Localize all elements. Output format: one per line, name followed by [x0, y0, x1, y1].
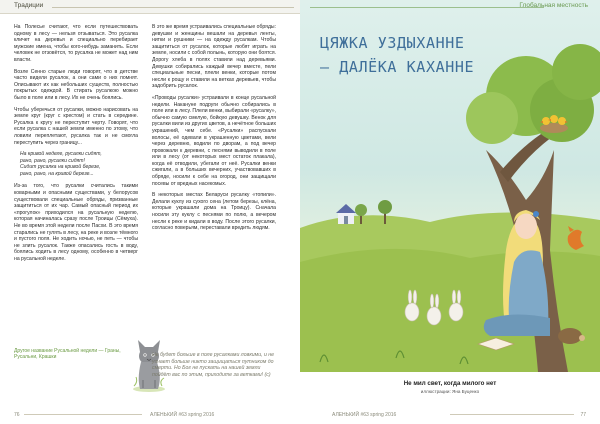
verse-line: На кривой неделе, русалки сидят,: [20, 151, 102, 158]
text-column-1: [14, 24, 138, 268]
verse-line: рано, рано, на кривой березе...: [20, 170, 94, 177]
header-rule: [310, 7, 544, 8]
tree-foliage: [466, 92, 518, 144]
paragraph: Чтобы уберечься от русалки, можно нарисовать на земле круг (круг с крестом) и стать в середине. Русалка к кругу не переступит черту. Говорят, что если русалка с нашей земли именно по этому, что ловили переплетают, русалка так и не смогла переступить через границу...: [14, 106, 138, 146]
article-title-line-1: ЦЯЖКА УЗДЫХАННЕ: [320, 34, 465, 52]
magazine-footer: АЛЕНЬКИЙ #63 spring 2016: [150, 412, 215, 418]
meadow-illustration: [300, 0, 600, 372]
paragraph: В некоторых местах Беларуси русалку «топили». Делали куклу из сухого сена (летом березы, клёна, которые украшали дома на Троицу). Сначала носили эту куклу с песнями по полю, а вечером несли к реке и кидали в воду. После этого русалки, согласно поверьям, переставали вредить людям.: [152, 192, 276, 232]
article-title-line-2: — ДАЛЁКА КАХАННЕ: [320, 58, 475, 76]
paragraph: На Полесье считают, что если путешествовать одному в лесу — нельзя отзываться. Это русалка кличет на деревья и специально перебирает мужские имена, чтобы кого-нибудь заманить. Если человек не отзовётся, то русалка не может над ним власти.: [14, 24, 138, 63]
text-column-2: [152, 24, 276, 237]
section-tag: Глобальная местность: [519, 2, 588, 9]
caption-title: Не мил свет, когда милого нет: [403, 380, 497, 387]
paragraph: В это же время устраивались специальные обряды: девушки и женщины вешали на деревья ленты, нитки и рушники — на одежду русалкам. Чтобы защититься от русалок, которые любят играть на земле, носили с собой полынь, которую они боятся. Дорогу хлеба в полях ставили над деревьями. Девушки собирались каждый вечер вместе, пели специальные песни, плели венки, которые потом несли к рощу и ставили на ветках деревьев, чтобы задобрить русалок.: [152, 24, 276, 90]
footer-rule: [24, 414, 142, 415]
footer-rule: [450, 414, 574, 415]
song-verse: [20, 151, 138, 177]
right-header: [300, 0, 600, 14]
verse-line: рано, рано, русалки сидят!: [20, 157, 85, 164]
sidebar-caption: Другое название Русальной недели — Граны, Русальни, Крашки: [14, 348, 121, 361]
left-header: [0, 0, 300, 14]
header-rule: [52, 7, 294, 8]
bird-nest: [540, 115, 568, 133]
paragraph: «Проводы русалки» устраивали в конце русальной недели. Накануне подруги обычно собирались в поле или в лесу. Плели венки, выбирали «русалку», обычно самую смелую, бойкую девушку. Венок для русалки вили из других цветов, а нечётное больших украшений, чем себе. «Русалки» распускали волосы, её одевали в украшенную цветами, вели через деревню, водили по дворам, а под вечер провожали к деревни, с песнями выводили в поле или в лесу (от некоторых мест остаток плакала), когда её отводили, убегали от неё. Русалки венки сжигали, а в больших вечерних, участвовавших в обряде, носили к себе на огород, они защищали посевы от вредных насекомых.: [152, 94, 276, 187]
pull-quote: Не будет больше в поле русалками ловкими, и не узнает больше никто защищаться путником до смерти. Но Бог не пускать на нашей земли пойдёт вас по этим, приходите за ветками! (с): [152, 352, 275, 378]
house: [336, 204, 356, 224]
verse-line: Сидит русалка на кривой березе,: [20, 164, 101, 171]
magazine-footer: АЛЕНЬКИЙ #63 spring 2016: [332, 412, 397, 418]
page-number: 77: [580, 412, 586, 418]
caption-credit: иллюстрации: Яна Буценко: [420, 389, 480, 394]
paragraph: Возле Сенно старые люди говорят, что в детстве часто видели русалок, а они сами о них помнят. Описывают их как небольших существ, полностью покрытых одеждой. В стирать русалкою можно было в поле или в лесу. Их не очень боялись.: [14, 68, 138, 101]
right-page: [300, 0, 600, 424]
paragraph: Из-за того, что русалки считались такими коварными и опасными существами, у белорусов существовали специальные обряды, призванные защититься от их чар. Самый опасный период их «прогулок» приходился на русальную неделю, которая начиналась сразу после Троицы (Сёмуха). Не во время этой недели после Пасхи. В это время старались не гулять в лесу, на реке и возле тёмного и пустого поля. Не ходить ночью, не петь — чтобы не злить русалок. Также опасались гость в воду, боялись ходить в лесу одному, особенно в четверг на русальной неделе.: [14, 183, 138, 262]
section-title: Традиции: [14, 2, 44, 9]
page-number: 76: [14, 412, 20, 418]
